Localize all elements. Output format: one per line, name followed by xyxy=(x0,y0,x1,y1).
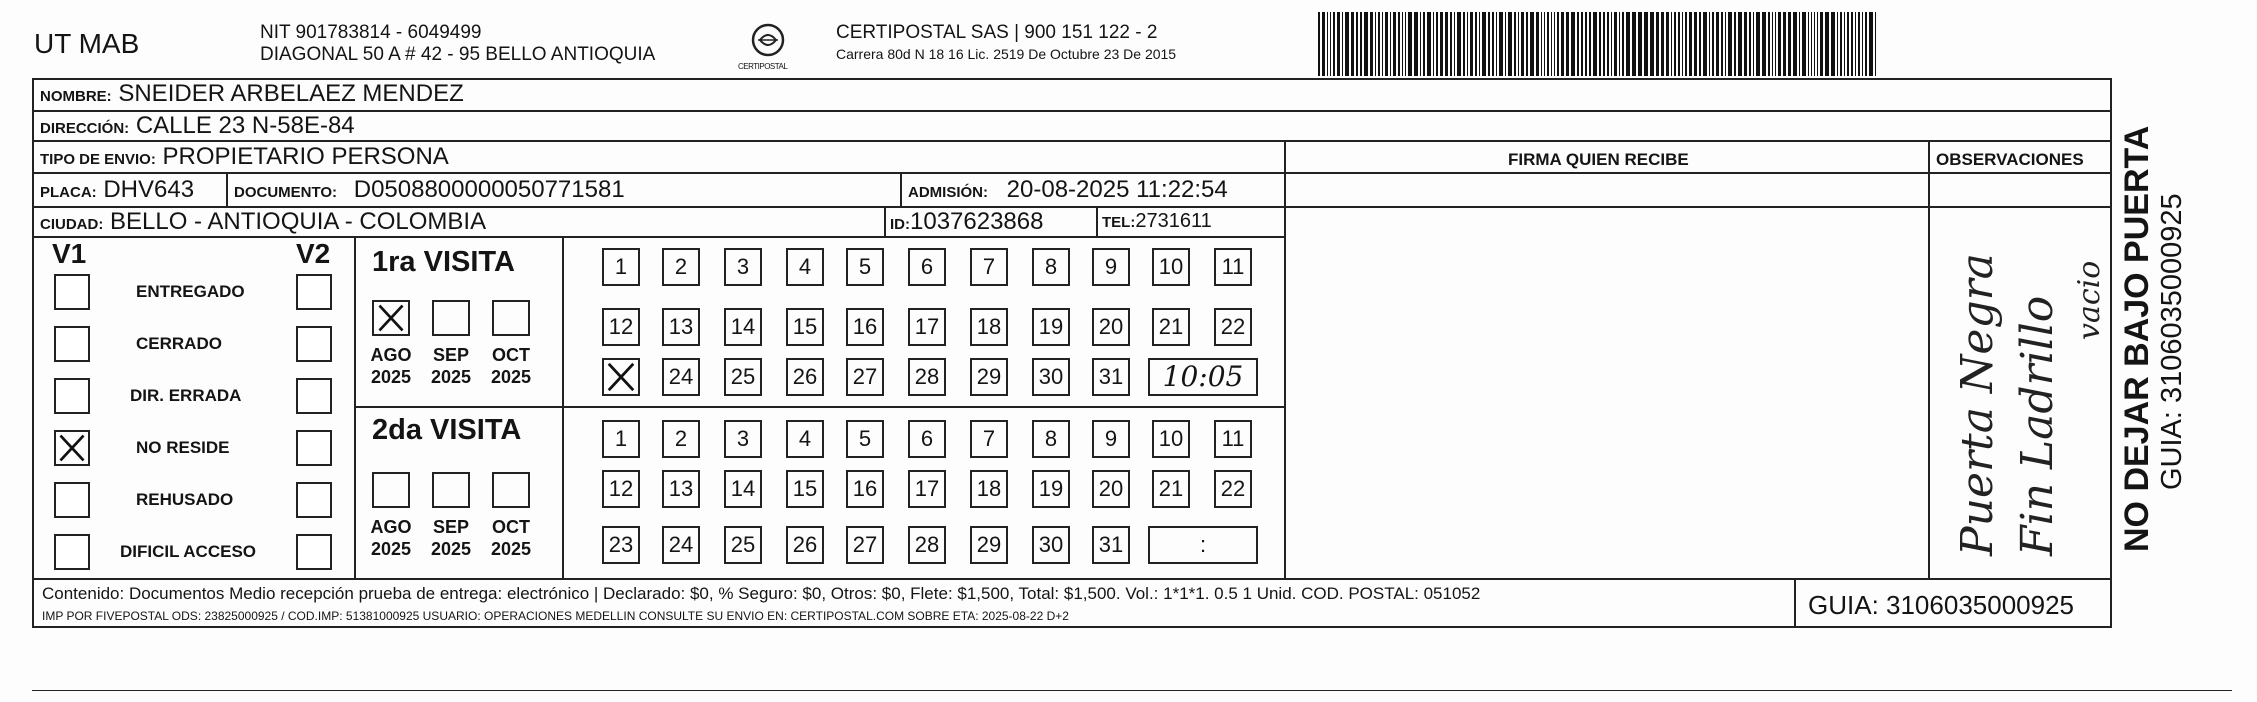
v2-header: V2 xyxy=(296,238,331,269)
visita2-day-8[interactable]: 8 xyxy=(1032,420,1070,458)
no-dejar-text: NO DEJAR BAJO PUERTA xyxy=(2118,125,2156,552)
ciudad-label: CIUDAD: xyxy=(40,216,104,233)
documento-label: DOCUMENTO: xyxy=(234,184,338,201)
id-cell xyxy=(890,208,1043,236)
visita2-time-field[interactable]: : xyxy=(1148,526,1258,564)
visita2-day-19[interactable]: 19 xyxy=(1032,470,1070,508)
visita1-day-29[interactable]: 29 xyxy=(970,358,1008,396)
visita1-day-6[interactable]: 6 xyxy=(908,248,946,286)
visita2-day-21[interactable]: 21 xyxy=(1152,470,1190,508)
visita2-day-29[interactable]: 29 xyxy=(970,526,1008,564)
visita2-day-4[interactable]: 4 xyxy=(786,420,824,458)
visita1-day-3[interactable]: 3 xyxy=(724,248,762,286)
visita2-day-15[interactable]: 15 xyxy=(786,470,824,508)
visita1-day-22[interactable]: 22 xyxy=(1214,308,1252,346)
visita2-day-12[interactable]: 12 xyxy=(602,470,640,508)
status-label: DIR. ERRADA xyxy=(130,386,242,405)
visita2-day-26[interactable]: 26 xyxy=(786,526,824,564)
placa-label: PLACA: xyxy=(40,184,97,201)
nombre-value: SNEIDER ARBELAEZ MENDEZ xyxy=(118,80,464,107)
company-name: UT MAB xyxy=(34,28,140,59)
visita2-month-label: SEP 2025 xyxy=(430,517,472,559)
footer-contenido: Contenido: Documentos Medio recepción prueba de entrega: electrónico | Declarado: $0, % Seguro: $0, Otros: $0, Flete: $1,500, Total: $1,500. Vol.: 1*1*1. 0.5 1 Unid. COD. POSTAL: 051052 xyxy=(42,584,1481,603)
visita1-day-11[interactable]: 11 xyxy=(1214,248,1252,286)
visita2-title: 2da VISITA xyxy=(372,414,522,446)
visita1-day-24[interactable]: 24 xyxy=(662,358,700,396)
tipo-value: PROPIETARIO PERSONA xyxy=(162,143,449,170)
barcode-icon xyxy=(1318,12,1918,76)
tipo-label: TIPO DE ENVIO: xyxy=(40,151,156,168)
firma-header: FIRMA QUIEN RECIBE xyxy=(1508,150,1689,169)
visita2-day-30[interactable]: 30 xyxy=(1032,526,1070,564)
id-label: ID: xyxy=(890,216,910,233)
visita1-day-1[interactable]: 1 xyxy=(602,248,640,286)
visita2-day-16[interactable]: 16 xyxy=(846,470,884,508)
admision-value: 20-08-2025 11:22:54 xyxy=(1006,176,1228,203)
v2-checkbox-5[interactable] xyxy=(296,482,332,518)
visita2-month-checkbox-ago[interactable] xyxy=(372,472,410,508)
visita1-day-16[interactable]: 16 xyxy=(846,308,884,346)
visita2-day-31[interactable]: 31 xyxy=(1092,526,1130,564)
nit-text: NIT 901783814 - 6049499 xyxy=(260,22,482,43)
visita2-day-24[interactable]: 24 xyxy=(662,526,700,564)
visita2-day-18[interactable]: 18 xyxy=(970,470,1008,508)
observaciones-handwriting-3: vacio xyxy=(2072,260,2107,340)
v2-checkbox-6[interactable] xyxy=(296,534,332,570)
visita1-month-checkbox-oct[interactable] xyxy=(492,300,530,336)
v1-checkbox-5[interactable] xyxy=(54,482,90,518)
v1-checkbox-3[interactable] xyxy=(54,378,90,414)
observaciones-header: OBSERVACIONES xyxy=(1936,150,2084,169)
visita1-day-12[interactable]: 12 xyxy=(602,308,640,346)
direccion-row xyxy=(40,112,355,140)
status-label: REHUSADO xyxy=(136,490,234,509)
v1-checkbox-1[interactable] xyxy=(54,274,90,310)
visita1-day-21[interactable]: 21 xyxy=(1152,308,1190,346)
placa-value: DHV643 xyxy=(103,176,195,203)
visita2-day-25[interactable]: 25 xyxy=(724,526,762,564)
status-label: NO RESIDE xyxy=(136,438,230,457)
visita2-day-2[interactable]: 2 xyxy=(662,420,700,458)
visita2-month-checkbox-sep[interactable] xyxy=(432,472,470,508)
visita1-month-label: OCT 2025 xyxy=(490,345,532,387)
visita1-month-label: SEP 2025 xyxy=(430,345,472,387)
visita2-day-1[interactable]: 1 xyxy=(602,420,640,458)
observaciones-handwriting-2: Fin Ladrillo xyxy=(2012,295,2063,556)
admision-label: ADMISIÓN: xyxy=(908,184,988,201)
visita2-day-10[interactable]: 10 xyxy=(1152,420,1190,458)
tel-cell xyxy=(1102,210,1212,233)
v1-header: V1 xyxy=(52,238,87,269)
company-address: DIAGONAL 50 A # 42 - 95 BELLO ANTIOQUIA xyxy=(260,44,656,65)
nombre-label: NOMBRE: xyxy=(40,88,112,105)
visita1-day-14[interactable]: 14 xyxy=(724,308,762,346)
visita1-day-26[interactable]: 26 xyxy=(786,358,824,396)
direccion-label: DIRECCIÓN: xyxy=(40,120,130,137)
certipostal-logo-icon xyxy=(748,20,788,60)
visita1-day-7[interactable]: 7 xyxy=(970,248,1008,286)
visita2-day-22[interactable]: 22 xyxy=(1214,470,1252,508)
status-label: DIFICIL ACCESO xyxy=(120,542,257,561)
visita2-day-6[interactable]: 6 xyxy=(908,420,946,458)
ciudad-value: BELLO - ANTIOQUIA - COLOMBIA xyxy=(110,208,487,235)
ciudad-cell xyxy=(40,208,486,236)
visita1-day-8[interactable]: 8 xyxy=(1032,248,1070,286)
visita1-day-19[interactable]: 19 xyxy=(1032,308,1070,346)
v2-checkbox-4[interactable] xyxy=(296,430,332,466)
visita1-day-17[interactable]: 17 xyxy=(908,308,946,346)
visita1-day-30[interactable]: 30 xyxy=(1032,358,1070,396)
footer-guia: GUIA: 3106035000925 xyxy=(1808,590,2074,620)
observaciones-handwriting-1: Puerta Negra xyxy=(1952,253,2003,556)
nombre-row xyxy=(40,80,464,108)
visita1-day-25[interactable]: 25 xyxy=(724,358,762,396)
visita1-day-10[interactable]: 10 xyxy=(1152,248,1190,286)
visita2-day-27[interactable]: 27 xyxy=(846,526,884,564)
visita1-day-20[interactable]: 20 xyxy=(1092,308,1130,346)
visita1-month-label: AGO 2025 xyxy=(370,345,412,387)
visita2-day-5[interactable]: 5 xyxy=(846,420,884,458)
visita1-month-checkbox-sep[interactable] xyxy=(432,300,470,336)
visita1-day-27[interactable]: 27 xyxy=(846,358,884,396)
visita1-day-31[interactable]: 31 xyxy=(1092,358,1130,396)
tipo-row xyxy=(40,143,449,171)
visita2-day-13[interactable]: 13 xyxy=(662,470,700,508)
visita1-day-15[interactable]: 15 xyxy=(786,308,824,346)
visita1-day-2[interactable]: 2 xyxy=(662,248,700,286)
visita2-day-9[interactable]: 9 xyxy=(1092,420,1130,458)
certipostal-nit: CERTIPOSTAL SAS | 900 151 122 - 2 xyxy=(836,22,1158,43)
v1-checkbox-6[interactable] xyxy=(54,534,90,570)
visita1-month-checkbox-ago[interactable] xyxy=(372,300,410,336)
admision-cell xyxy=(908,176,1228,204)
certipostal-license: Carrera 80d N 18 16 Lic. 2519 De Octubre 23 De 2015 xyxy=(836,46,1177,62)
visita1-time-field[interactable]: 10:05 xyxy=(1148,358,1258,396)
visita1-day-4[interactable]: 4 xyxy=(786,248,824,286)
visita2-day-11[interactable]: 11 xyxy=(1214,420,1252,458)
visita1-title: 1ra VISITA xyxy=(372,246,515,278)
tel-value: 2731611 xyxy=(1135,210,1212,232)
visita2-day-17[interactable]: 17 xyxy=(908,470,946,508)
v2-checkbox-3[interactable] xyxy=(296,378,332,414)
visita2-day-23[interactable]: 23 xyxy=(602,526,640,564)
visita2-day-3[interactable]: 3 xyxy=(724,420,762,458)
tel-label: TEL: xyxy=(1102,214,1136,231)
documento-cell xyxy=(234,176,625,204)
visita1-day-13[interactable]: 13 xyxy=(662,308,700,346)
v1-checkbox-2[interactable] xyxy=(54,326,90,362)
visita1-day-23[interactable] xyxy=(602,358,640,396)
visita2-month-label: OCT 2025 xyxy=(490,517,532,559)
logo-text: CERTIPOSTAL xyxy=(738,62,788,71)
side-guia-text: GUIA: 3106035000925 xyxy=(2156,193,2188,490)
visita1-day-28[interactable]: 28 xyxy=(908,358,946,396)
id-value: 1037623868 xyxy=(910,208,1044,235)
company-info xyxy=(260,22,655,66)
visita2-day-28[interactable]: 28 xyxy=(908,526,946,564)
visita1-day-9[interactable]: 9 xyxy=(1092,248,1130,286)
status-label: ENTREGADO xyxy=(136,282,245,301)
documento-value: D0508800000050771581 xyxy=(353,176,625,203)
direccion-value: CALLE 23 N-58E-84 xyxy=(135,112,355,139)
v2-checkbox-2[interactable] xyxy=(296,326,332,362)
v1-checkbox-4[interactable] xyxy=(54,430,90,466)
visita2-day-20[interactable]: 20 xyxy=(1092,470,1130,508)
footer-impresion: IMP POR FIVEPOSTAL ODS: 23825000925 / COD.IMP: 51381000925 USUARIO: OPERACIONES MEDELLIN CONSULTE SU ENVIO EN: CERTIPOSTAL.COM SOBRE ETA: 2025-08-22 D+2 xyxy=(42,609,1069,623)
visita2-day-14[interactable]: 14 xyxy=(724,470,762,508)
visita2-month-label: AGO 2025 xyxy=(370,517,412,559)
v2-checkbox-1[interactable] xyxy=(296,274,332,310)
status-label: CERRADO xyxy=(136,334,222,353)
visita1-day-5[interactable]: 5 xyxy=(846,248,884,286)
visita1-day-18[interactable]: 18 xyxy=(970,308,1008,346)
placa-cell xyxy=(40,176,194,204)
visita2-day-7[interactable]: 7 xyxy=(970,420,1008,458)
visita2-month-checkbox-oct[interactable] xyxy=(492,472,530,508)
